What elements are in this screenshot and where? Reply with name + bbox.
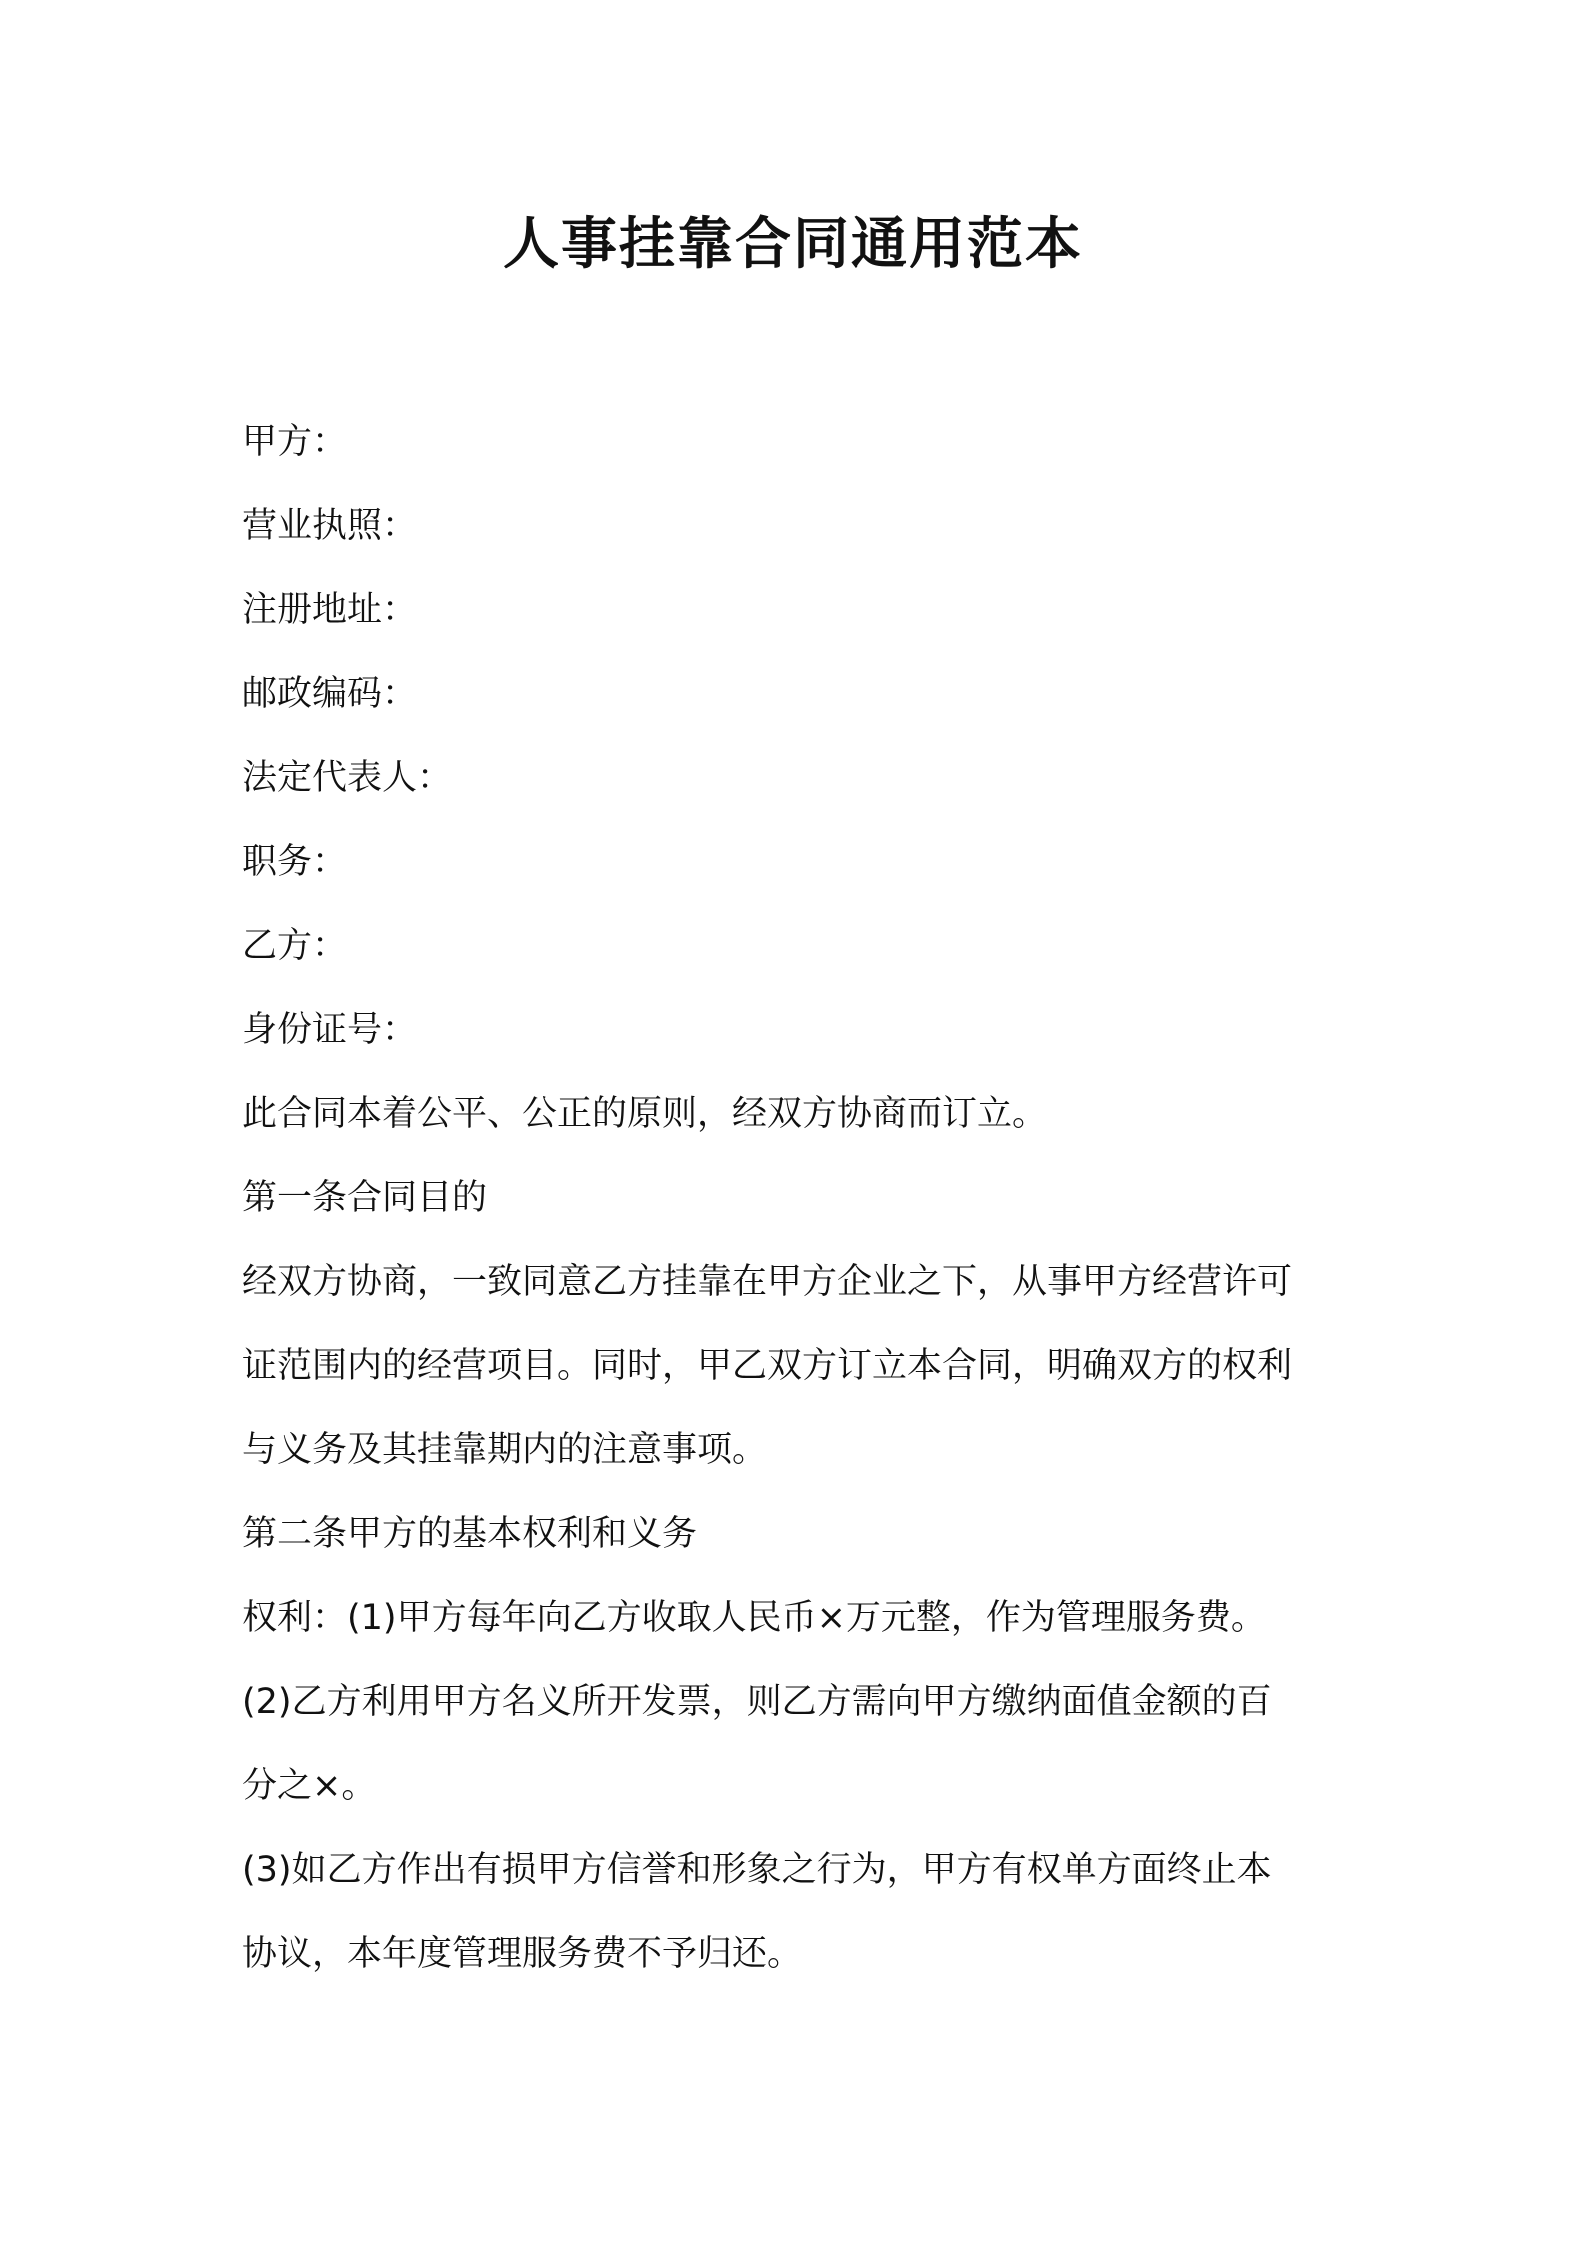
article-2-text-line: (3)如乙方作出有损甲方信誉和形象之行为，甲方有权单方面终止本 (242, 1850, 1272, 1890)
postal-code-field: 邮政编码： (242, 674, 418, 714)
preamble-paragraph: 此合同本着公平、公正的原则，经双方协商而订立。 (242, 1094, 1048, 1134)
id-number-field: 身份证号： (242, 1010, 418, 1050)
document-body (242, 400, 1362, 1996)
article-2-text-line: 权利：(1)甲方每年向乙方收取人民币×万元整，作为管理服务费。 (242, 1598, 1266, 1638)
article-2-text-line: 协议，本年度管理服务费不予归还。 (242, 1934, 803, 1974)
business-license-field: 营业执照： (242, 506, 418, 546)
article-2-text-line: (2)乙方利用甲方名义所开发票，则乙方需向甲方缴纳面值金额的百 (242, 1682, 1272, 1722)
article-1-heading: 第一条合同目的 (242, 1178, 488, 1218)
legal-representative-field: 法定代表人： (242, 758, 453, 798)
article-1-text-line: 经双方协商，一致同意乙方挂靠在甲方企业之下，从事甲方经营许可 (242, 1262, 1293, 1302)
article-2-text-line: 分之×。 (242, 1766, 377, 1806)
document-title: 人事挂靠合同通用范本 (503, 212, 1083, 277)
party-b-field: 乙方： (242, 926, 348, 966)
article-1-text-line: 与义务及其挂靠期内的注意事项。 (242, 1430, 768, 1470)
party-a-field: 甲方： (242, 422, 348, 462)
position-field: 职务： (242, 842, 348, 882)
article-2-heading: 第二条甲方的基本权利和义务 (242, 1514, 698, 1554)
article-1-text-line: 证范围内的经营项目。同时，甲乙双方订立本合同，明确双方的权利 (242, 1346, 1293, 1386)
registered-address-field: 注册地址： (242, 590, 418, 630)
